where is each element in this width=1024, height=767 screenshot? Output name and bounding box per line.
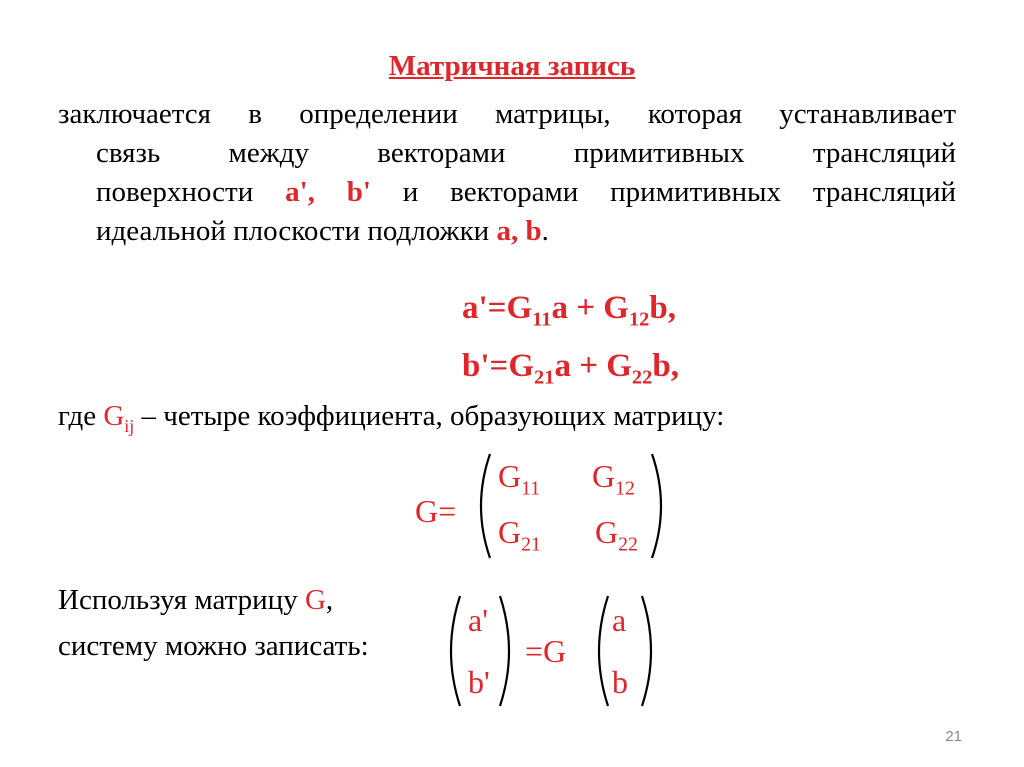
paragraph-line-4-end: . (541, 215, 549, 247)
matrix-cell-21: $G_{21}$ (498, 514, 541, 556)
coefficients-definition (58, 400, 724, 437)
page-number: 21 (945, 728, 962, 745)
using-line-2: систему можно записать: (58, 630, 369, 662)
left-vector-left-paren (440, 594, 464, 708)
equals-g-operator: =G (525, 633, 567, 669)
matrix-left-paren (470, 452, 494, 560)
vector-b: b (612, 664, 628, 700)
vector-a-prime: a' (468, 602, 488, 638)
matrix-right-paren (648, 452, 672, 560)
matrix-cell-12: $G_{12}$ (592, 458, 635, 500)
eq1-index-2: 12 (628, 308, 650, 331)
where-prefix: где (58, 400, 104, 432)
surface-vectors: a', b' (285, 176, 371, 208)
where-suffix: – четыре коэффициента, образующих матрицу: (134, 400, 725, 432)
vector-a: a (612, 602, 627, 638)
eq1-mid: a + G (551, 290, 629, 326)
equation-b-prime (462, 348, 679, 390)
using-g-symbol: G (304, 584, 326, 616)
paragraph-line-4 (58, 212, 956, 251)
intro-paragraph (58, 95, 956, 251)
slide-title: Матричная запись (388, 50, 636, 82)
using-prefix: Используя матрицу (58, 584, 305, 616)
matrix-cell-22: $G_{22}$ (595, 514, 638, 556)
eq2-index-2: 22 (631, 366, 653, 389)
using-line-1 (58, 584, 333, 617)
eq2-index-1: 21 (534, 366, 555, 389)
left-vector-right-paren (496, 594, 520, 708)
paragraph-line-4-start: идеальной плоскости подложки (96, 215, 497, 247)
matrix-cell-11: $G_{11}$ (498, 458, 541, 500)
right-vector-right-paren (638, 594, 662, 708)
paragraph-line-2: связь между векторами примитивных трансляций (96, 137, 956, 169)
eq1-rhs: b, (649, 290, 676, 326)
vector-b-prime: b' (468, 664, 490, 700)
equation-a-prime (462, 290, 676, 332)
eq2-mid: a + G (554, 348, 632, 384)
eq2-lhs: b'=G (462, 348, 534, 384)
paragraph-line-3-end: и векторами примитивных трансляций (370, 176, 956, 208)
paragraph-line-3-start: поверхности (96, 176, 286, 208)
paragraph-line-1: заключается в определении матрицы, которая устанавливает (58, 98, 956, 130)
substrate-vectors: a, b (496, 215, 542, 247)
eq1-lhs: a'=G (462, 290, 533, 326)
using-comma: , (325, 584, 334, 616)
eq2-rhs: b, (652, 348, 679, 384)
eq1-index-1: 11 (532, 308, 552, 331)
g-index-ij: ij (124, 415, 135, 436)
matrix-label: G= (415, 493, 457, 529)
g-symbol: G (103, 400, 125, 432)
right-vector-left-paren (588, 594, 612, 708)
paragraph-line-3 (58, 173, 956, 212)
